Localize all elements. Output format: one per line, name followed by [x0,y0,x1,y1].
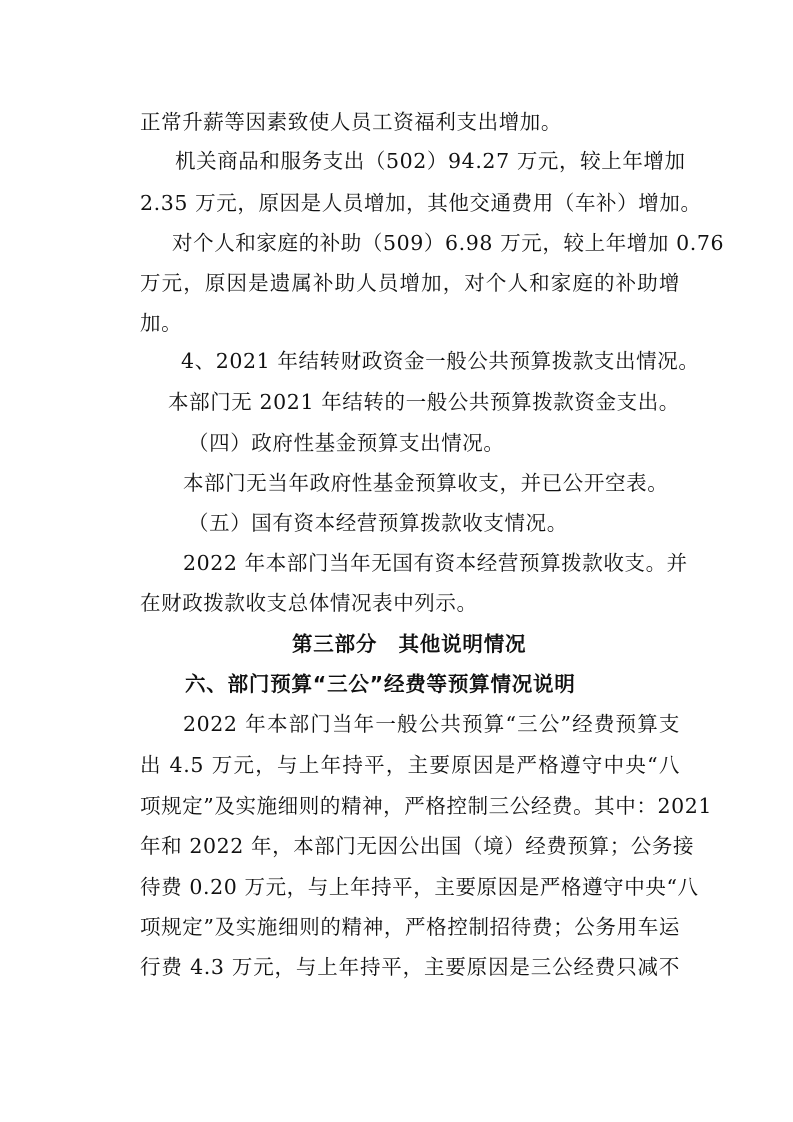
subsection-heading: （四）政府性基金预算支出情况。 [188,431,505,455]
paragraph-line: 2.35 万元，原因是人员增加，其他交通费用（车补）增加。 [140,191,702,215]
paragraph-line: 行费 4.3 万元，与上年持平，主要原因是三公经费只减不 [140,955,680,979]
section-item: 4、2021 年结转财政资金一般公共预算拨款支出情况。 [181,349,700,373]
paragraph-line: 在财政拨款收支总体情况表中列示。 [140,591,478,615]
section-title: 六、部门预算“三公”经费等预算情况说明 [185,672,576,696]
paragraph-line: 机关商品和服务支出（502）94.27 万元，较上年增加 [175,149,686,173]
paragraph-line: 本部门无 2021 年结转的一般公共预算拨款资金支出。 [168,390,680,414]
paragraph-line: 正常升薪等因素致使人员工资福利支出增加。 [140,110,562,134]
paragraph-line: 2022 年本部门当年无国有资本经营预算拨款收支。并 [183,551,688,575]
paragraph-line: 本部门无当年政府性基金预算收支，并已公开空表。 [183,471,669,495]
paragraph-line: 出 4.5 万元，与上年持平，主要原因是严格遵守中央“八 [140,753,680,777]
paragraph-line: 项规定”及实施细则的精神，严格控制三公经费。其中：2021 [140,794,713,818]
paragraph-line: 加。 [140,311,183,335]
paragraph-line: 对个人和家庭的补助（509）6.98 万元，较上年增加 0.76 [172,231,725,255]
subsection-heading: （五）国有资本经营预算拨款收支情况。 [188,511,568,535]
paragraph-line: 待费 0.20 万元，与上年持平，主要原因是严格遵守中央“八 [140,875,699,899]
paragraph-line: 年和 2022 年，本部门无因公出国（境）经费预算；公务接 [140,834,695,858]
part-title: 第三部分 其他说明情况 [292,632,527,656]
paragraph-line: 项规定”及实施细则的精神，严格控制招待费；公务用车运 [140,915,680,939]
paragraph-line: 万元，原因是遗属补助人员增加，对个人和家庭的补助增 [140,271,680,295]
paragraph-line: 2022 年本部门当年一般公共预算“三公”经费预算支 [183,712,680,736]
